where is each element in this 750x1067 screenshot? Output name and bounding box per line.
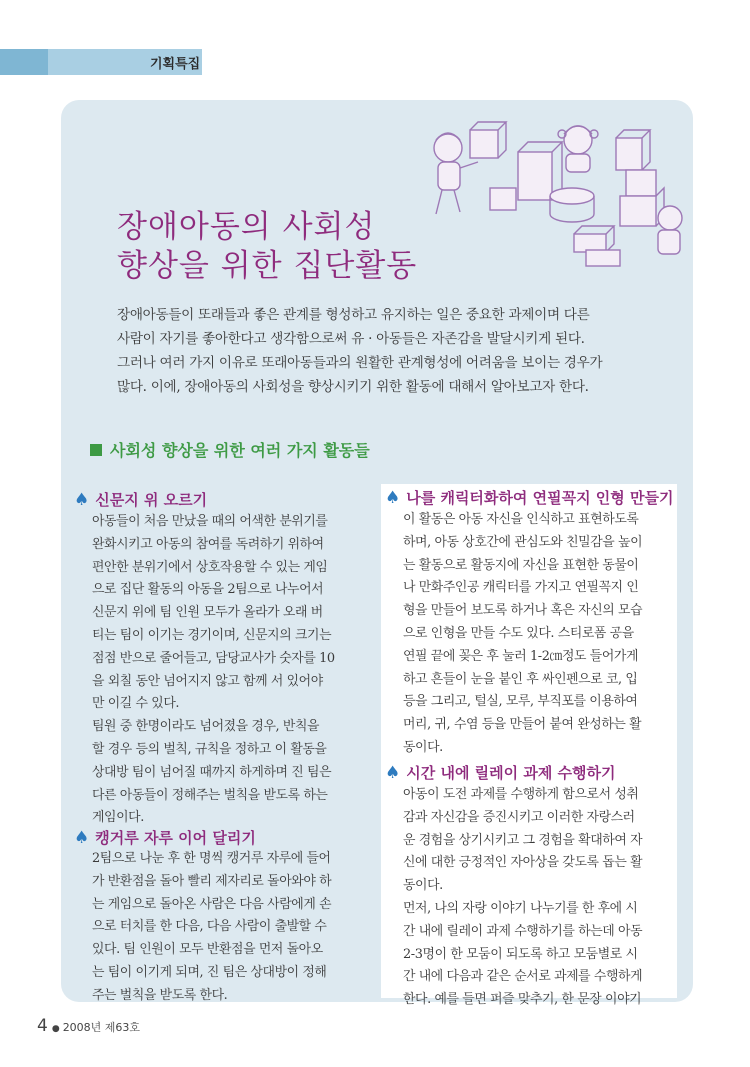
body-line: 는 활동으로 활동지에 자신을 표현한 동물이 [403, 557, 639, 573]
intro-line: 사람이 자기를 좋아한다고 생각함으로써 유 · 아동들은 자존감을 발달시키게 된다. [117, 331, 585, 347]
children-blocks-illustration [420, 110, 690, 270]
activity-body [92, 511, 335, 830]
spade-icon: ♠ [74, 490, 90, 510]
issue-label: 2008년 제63호 [62, 1021, 141, 1034]
body-line: 으로 인형을 만들 수도 있다. 스티로폼 공을 [403, 625, 634, 641]
activity-body [92, 848, 331, 1008]
body-line: 으로 터치를 한 다음, 다음 사람이 출발할 수 [92, 919, 327, 935]
body-line: 으로 집단 활동의 아동을 2팀으로 나누어서 [92, 582, 324, 598]
body-line: 신문지 위에 팀 인원 모두가 올라가 오래 버 [92, 605, 323, 621]
body-line: 가 반환점을 돌아 빨리 제자리로 돌아와야 하 [92, 873, 332, 889]
body-line: 신에 대한 긍정적인 자아상을 갖도록 돕는 활 [403, 855, 643, 871]
activity-body [403, 784, 642, 1012]
activity-title [385, 487, 673, 508]
activity-title-text: 나를 캐릭터화하여 연필꼭지 인형 만들기 [406, 489, 674, 507]
square-bullet-icon [90, 444, 102, 456]
body-line: 하며, 아동 상호간에 관심도와 친밀감을 높이 [403, 534, 643, 550]
activity-title-text: 캥거루 자루 이어 달리기 [95, 829, 256, 847]
body-line: 머리, 귀, 수염 등을 만들어 붙여 완성하는 활 [403, 717, 642, 733]
body-line: 형을 만들어 보도록 하거나 혹은 자신의 모습 [403, 603, 643, 619]
body-line: 감과 자신감을 증진시키고 이러한 자랑스러 [403, 809, 635, 825]
body-line: 다른 아동들이 정해주는 벌칙을 받도록 하는 [92, 787, 328, 803]
intro-line: 많다. 이에, 장애아동의 사회성을 향상시키기 위한 활동에 대해서 알아보고자 한다. [117, 379, 589, 395]
page-number: 4 [37, 1016, 48, 1036]
body-line: 하고 흔들이 눈을 붙인 후 싸인펜으로 코, 입 [403, 671, 638, 687]
intro-paragraph [117, 303, 677, 399]
body-line: 편안한 분위기에서 상호작용할 수 있는 게임 [92, 559, 328, 575]
title-line: 장애아동의 사회성 [117, 209, 376, 245]
body-line: 티는 팀이 이기는 경기이며, 신문지의 크기는 [92, 627, 332, 643]
body-line: 한다. 예를 들면 퍼즐 맞추기, 한 문장 이야기 [403, 992, 642, 1008]
header-accent-strip [0, 49, 48, 75]
body-line: 아동들이 처음 만났을 때의 어색한 분위기를 [92, 514, 328, 529]
body-line: 2팀으로 나눈 후 한 명씩 캥거루 자루에 들어 [92, 851, 331, 866]
body-line: 만 이길 수 있다. [92, 696, 180, 712]
body-line: 할 경우 등의 벌칙, 규칙을 정하고 이 활동을 [92, 741, 327, 757]
spade-icon: ♠ [385, 763, 401, 783]
body-line: 등을 그리고, 털실, 모루, 부직포를 이용하여 [403, 694, 638, 710]
body-line: 간 내에 다음과 같은 순서로 과제를 수행하게 [403, 969, 643, 985]
body-line: 연필 끝에 꽂은 후 눌러 1-2㎝정도 들어가게 [403, 648, 639, 664]
activity-title [74, 489, 207, 510]
footer-bullet: ● [51, 1024, 60, 1034]
body-line: 간 내에 릴레이 과제 수행하기를 하는데 아동 [403, 923, 643, 939]
body-line: 아동이 도전 과제를 수행하게 함으로서 성취 [403, 787, 639, 802]
spade-icon: ♠ [74, 828, 90, 848]
body-line: 동이다. [403, 739, 443, 755]
body-line: 는 팀이 이기게 되며, 진 팀은 상대방이 정해 [92, 964, 327, 980]
body-line: 운 경험을 상기시키고 그 경험을 확대하여 자 [403, 832, 643, 848]
body-line: 완화시키고 아동의 참여를 독려하기 위하여 [92, 536, 324, 552]
body-line: 이 활동은 아동 자신을 인식하고 표현하도록 [403, 512, 639, 527]
intro-line: 그러나 여러 가지 이유로 또래아동들과의 원활한 관계형성에 어려움을 보이는 경우가 [117, 355, 603, 371]
activity-title [74, 827, 256, 848]
body-line: 을 외칠 동안 넘어지지 않고 함께 서 있어야 [92, 673, 323, 689]
page-footer [37, 1016, 140, 1036]
section-heading [90, 438, 370, 461]
body-line: 는 게임으로 돌아온 사람은 다음 사람에게 손 [92, 896, 332, 912]
body-line: 동이다. [403, 878, 443, 894]
spade-icon: ♠ [385, 488, 401, 508]
activity-title-text: 신문지 위 오르기 [95, 491, 208, 509]
body-line: 팀원 중 한명이라도 넘어졌을 경우, 반칙을 [92, 719, 320, 735]
body-line: 2-3명이 한 모둠이 되도록 하고 모둠별로 시 [403, 946, 638, 962]
body-line: 나 만화주인공 캐릭터를 가지고 연필꼭지 인 [403, 580, 639, 596]
body-line: 게임이다. [92, 810, 144, 826]
intro-line: 장애아동들이 또래들과 좋은 관계를 형성하고 유지하는 일은 중요한 과제이며 다른 [117, 307, 590, 323]
section-heading-text: 사회성 향상을 위한 여러 가지 활동들 [110, 441, 370, 460]
activity-body [403, 509, 642, 760]
activity-title [385, 762, 616, 783]
body-line: 주는 벌칙을 받도록 한다. [92, 987, 228, 1003]
article-title [117, 208, 417, 286]
activity-title-text: 시간 내에 릴레이 과제 수행하기 [406, 764, 616, 782]
body-line: 먼저, 나의 자랑 이야기 나누기를 한 후에 시 [403, 900, 638, 916]
body-line: 있다. 팀 인원이 모두 반환점을 먼저 돌아오 [92, 942, 323, 958]
title-line: 향상을 위한 집단활동 [117, 248, 418, 284]
body-line: 점점 반으로 줄어들고, 담당교사가 숫자를 10 [92, 650, 335, 666]
body-line: 상대방 팀이 넘어질 때까지 하게하며 진 팀은 [92, 764, 332, 780]
section-label: 기획특집 [150, 57, 201, 72]
